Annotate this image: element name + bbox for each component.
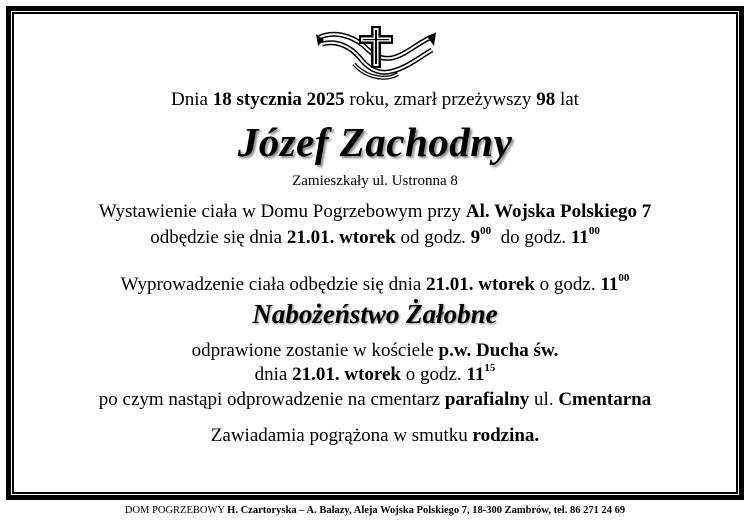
service-time-line: dnia 21.01. wtorek o godz. $11^{15}$	[254, 362, 496, 385]
viewing-place-line: Wystawienie ciała w Domu Pogrzebowym przy Al. Wojska Polskiego 7	[98, 201, 652, 222]
family-signature: rodzina.	[472, 425, 540, 446]
funeral-home-footer: DOM POGRZEBOWY H. Czartoryska – A. Bałazy, Aleja Wojska Polskiego 7, 18-300 Zambrów, tel. 86 271 24 69	[124, 505, 626, 516]
cross-with-ribbon-icon	[314, 24, 438, 84]
church-name: p.w. Ducha św.	[438, 340, 559, 361]
residence-address: Zamieszkały ul. Ustronna 8	[292, 173, 458, 189]
procession-date: 21.01. wtorek	[426, 274, 535, 295]
burial-line: po czym nastąpi odprowadzenie na cmentarz parafialny ul. Cmentarna	[98, 389, 652, 410]
age: 98	[536, 89, 556, 110]
viewing-date: 21.01. wtorek	[286, 227, 396, 248]
death-announcement-line: Dnia 18 stycznia 2025 roku, zmarł przeżywszy 98 lat	[171, 89, 579, 110]
cemetery-street: Cmentarna	[558, 389, 652, 410]
inner-frame	[12, 12, 738, 494]
viewing-time-line: odbędzie się dnia 21.01. wtorek od godz. $9^{00}$ do godz. $11^{00}$	[150, 225, 600, 248]
viewing-place: Al. Wojska Polskiego 7	[465, 201, 652, 222]
procession-line: Wyprowadzenie ciała odbędzie się dnia 21.01. wtorek o godz. $11^{00}$	[120, 272, 630, 295]
cemetery-type: parafialny	[444, 389, 530, 410]
funeral-home-details: H. Czartoryska – A. Bałazy, Aleja Wojska Polskiego 7, 18-300 Zambrów, tel. 86 271 24 69	[227, 505, 626, 516]
service-title: Nabożeństwo Żałobne	[252, 299, 498, 329]
closing-line: Zawiadamia pogrążona w smutku rodzina.	[210, 425, 540, 446]
death-date: 18 stycznia 2025	[212, 89, 345, 110]
deceased-name: Józef Zachodny	[237, 119, 513, 165]
service-church-line: odprawione zostanie w kościele p.w. Ducha św.	[191, 340, 559, 361]
service-date: 21.01. wtorek	[292, 364, 401, 385]
